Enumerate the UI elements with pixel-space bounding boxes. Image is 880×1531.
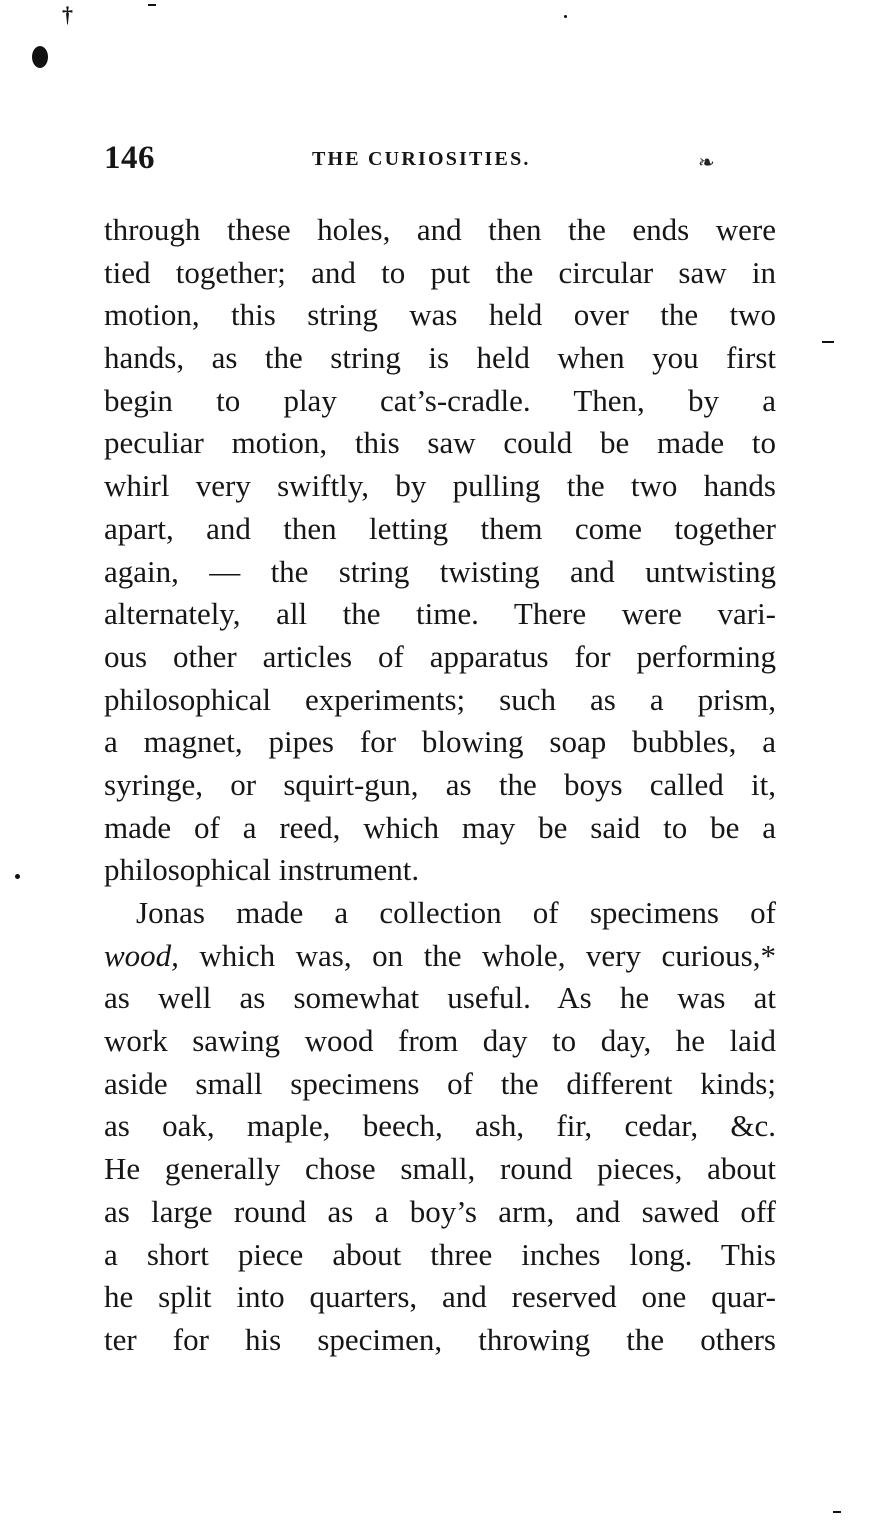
- paragraph-continued: [104, 209, 776, 892]
- paragraph-wood-collection: [104, 892, 776, 1362]
- text-line: apart, and then letting them come together: [104, 510, 776, 546]
- text-line: [104, 935, 776, 978]
- running-head: [104, 138, 774, 178]
- text-line: a magnet, pipes for blowing soap bubbles, a: [104, 724, 776, 760]
- running-title: THE CURIOSITIES.: [312, 148, 531, 170]
- text-line: a short piece about three inches long. This: [104, 1236, 776, 1272]
- text-line: work sawing wood from day to day, he laid: [104, 1023, 776, 1059]
- ornament-mark: ❧: [698, 152, 715, 174]
- page-number: 146: [104, 140, 155, 176]
- scan-speck: [833, 1511, 841, 1513]
- text-line: alternately, all the time. There were vari-: [104, 596, 776, 632]
- text-line: Jonas made a collection of specimens of: [136, 895, 776, 930]
- text-line: aside small specimens of the different kinds;: [104, 1065, 776, 1101]
- text-line: again, — the string twisting and untwisting: [104, 553, 776, 589]
- text-line: motion, this string was held over the two: [104, 297, 776, 333]
- text-line: ous other articles of apparatus for performing: [104, 638, 776, 674]
- text-line: begin to play cat’s-cradle. Then, by a: [104, 382, 776, 418]
- text-line: hands, as the string is held when you first: [104, 340, 776, 376]
- text-line: made of a reed, which may be said to be a: [104, 809, 776, 845]
- scan-mark-glyph: †: [62, 2, 73, 27]
- body-text: [104, 209, 776, 1362]
- text-line: He generally chose small, round pieces, about: [104, 1151, 776, 1187]
- text-line: as well as somewhat useful. As he was at: [104, 980, 776, 1016]
- scan-speck: [564, 15, 567, 18]
- text-line: philosophical experiments; such as a prism,: [104, 681, 776, 717]
- text-line: whirl very swiftly, by pulling the two hands: [104, 468, 776, 504]
- text-line: through these holes, and then the ends were: [104, 212, 776, 247]
- italic-word: wood,: [104, 937, 179, 973]
- scan-speck: [15, 874, 20, 879]
- text-line: peculiar motion, this saw could be made to: [104, 425, 776, 461]
- text-line: he split into quarters, and reserved one quar-: [104, 1279, 776, 1315]
- text-line: ter for his specimen, throwing the others: [104, 1321, 776, 1357]
- ink-blot-mark: [32, 46, 48, 68]
- text-line-rest: which was, on the whole, very curious,*: [178, 937, 776, 973]
- text-line: as oak, maple, beech, ash, fir, cedar, &c.: [104, 1108, 776, 1144]
- text-line: philosophical instrument.: [104, 852, 420, 888]
- text-line: syringe, or squirt-gun, as the boys called it,: [104, 766, 776, 802]
- text-line: tied together; and to put the circular saw in: [104, 254, 776, 290]
- text-line: as large round as a boy’s arm, and sawed off: [104, 1193, 776, 1229]
- scan-speck: [148, 4, 156, 6]
- scan-speck: [822, 341, 834, 343]
